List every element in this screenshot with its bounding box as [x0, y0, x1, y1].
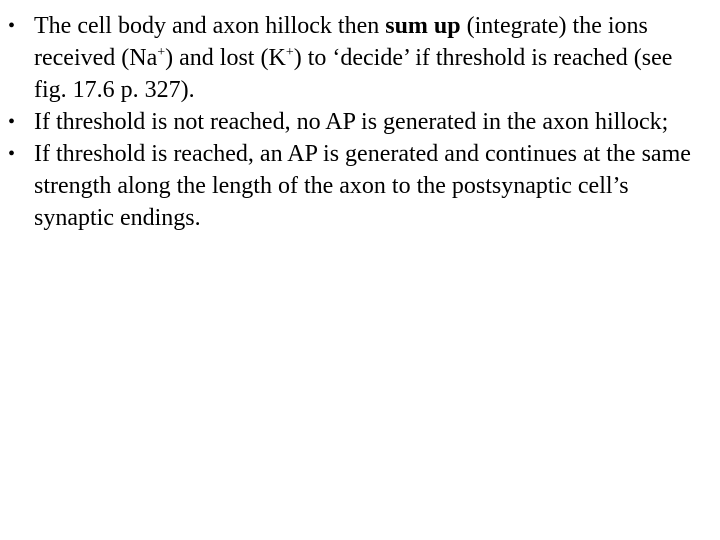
superscript-plus: + — [157, 45, 166, 60]
bullet-text — [34, 13, 672, 103]
text-segment: ) to ‘decide’ if threshold is reached (see fig. 17.6 p. 327). — [34, 45, 673, 103]
bullet-item-threshold-reached — [6, 138, 706, 234]
bullet-item-threshold-not-reached — [6, 106, 706, 138]
bullet-text: If threshold is reached, an AP is generated and continues at the same strength along the length of the axon to the postsynaptic cell’s synaptic endings. — [34, 141, 691, 231]
bullet-list — [6, 10, 706, 234]
superscript-plus: + — [285, 45, 294, 60]
bullet-icon: • — [8, 111, 16, 133]
bullet-icon: • — [8, 15, 16, 37]
emphasis-sum-up: sum up — [385, 13, 461, 39]
text-segment: (integrate) the ions received (Na — [34, 13, 648, 71]
text-segment: The cell body and axon hillock then — [34, 13, 386, 39]
bullet-text: If threshold is not reached, no AP is generated in the axon hillock; — [34, 109, 669, 135]
bullet-item-integration — [6, 10, 706, 106]
bullet-icon: • — [8, 143, 16, 165]
text-segment: ) and lost (K — [165, 45, 286, 71]
